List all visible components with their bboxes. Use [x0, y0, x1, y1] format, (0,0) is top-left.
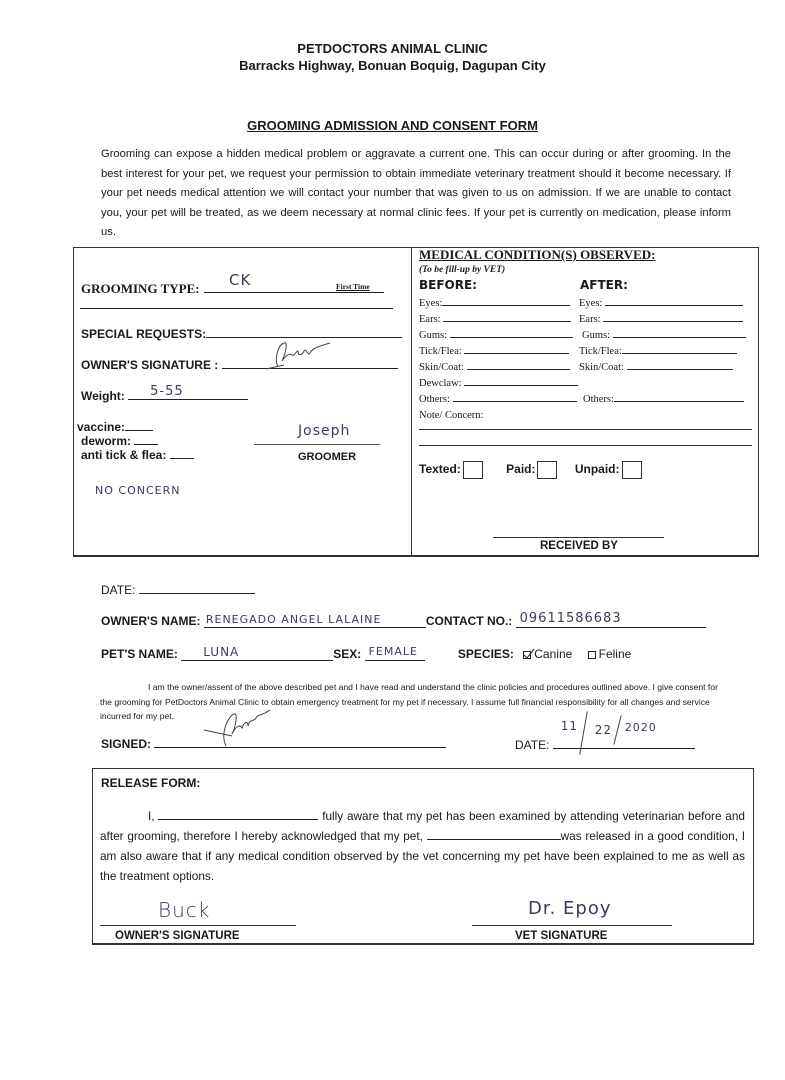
weight-row — [81, 384, 248, 403]
weight-value: 5-55 — [150, 384, 184, 399]
after-others-field[interactable] — [614, 394, 744, 402]
first-time-label: First Time — [336, 282, 370, 291]
release-paragraph: I, fully aware that my pet has been examined by attending veterinarian before and after grooming, therefore I hereby acknowledged that my pet, was released in a good condition, I am also aware that if any medical condition observed by the vet concerning my pet have been explained to me as well as the treatment options. — [100, 809, 745, 883]
after-skincoat-field[interactable] — [627, 362, 733, 370]
after-tickflea-field[interactable] — [622, 346, 737, 354]
vaccine-field[interactable] — [125, 423, 153, 431]
consent-paragraph: I am the owner/assent of the above described pet and I have read and understand the clinic policies and procedures outlined above. I give consent for the grooming for PetDoctors Animal Clinic to obtain emergency treatment for my pet if necessary. I assume full financial responsibility for all changes and service incurred for my pet. — [100, 682, 718, 721]
received-by-field[interactable] — [493, 537, 664, 538]
sex-label: SEX: — [333, 647, 362, 661]
before-skincoat-field[interactable] — [467, 362, 570, 370]
release-owner-signature-field[interactable] — [100, 896, 296, 926]
after-ears-field[interactable] — [603, 314, 743, 322]
weight-label: Weight: — [81, 389, 125, 403]
consent-date-label: DATE: — [515, 738, 550, 752]
anti-tick-field[interactable] — [170, 451, 194, 459]
release-owner-signature-value: Buck — [158, 898, 211, 922]
after-ears-label: Ears: — [579, 314, 601, 325]
paid-checkbox[interactable] — [537, 461, 557, 479]
sex-field[interactable] — [365, 647, 425, 661]
grooming-type-label: GROOMING TYPE: — [81, 281, 200, 296]
paid-label: Paid: — [506, 462, 536, 477]
after-gums-label: Gums: — [582, 330, 611, 341]
signed-label: SIGNED: — [101, 737, 152, 751]
date-label: DATE: — [101, 583, 136, 597]
vaccination-status — [77, 420, 194, 462]
release-form-title: RELEASE FORM: — [101, 776, 201, 790]
admission-box-divider — [411, 247, 412, 557]
deworm-field[interactable] — [134, 437, 158, 445]
contact-label: CONTACT NO.: — [425, 614, 513, 628]
vet-signature-value: Dr. Epoy — [528, 898, 612, 919]
before-eyes-label: Eyes: — [419, 298, 443, 309]
before-ears-label: Ears: — [419, 314, 441, 325]
special-requests-row — [81, 327, 402, 341]
grooming-note: NO CONCERN — [95, 484, 181, 497]
after-others-label: Others: — [583, 394, 614, 405]
after-fields — [579, 296, 746, 408]
release-owner-name-field[interactable] — [158, 810, 318, 820]
signed-row — [101, 737, 446, 751]
species-option-feline[interactable]: Feline — [588, 647, 632, 661]
date-field[interactable] — [139, 584, 255, 594]
unpaid-label: Unpaid: — [574, 462, 620, 477]
after-eyes-label: Eyes: — [579, 298, 603, 309]
after-gums-field[interactable] — [613, 330, 746, 338]
before-label: BEFORE: — [419, 278, 477, 292]
vet-signature-field[interactable] — [472, 896, 672, 926]
before-tickflea-label: Tick/Flea: — [419, 346, 462, 357]
anti-tick-label: anti tick & flea: — [81, 448, 167, 462]
special-requests-field[interactable] — [206, 328, 402, 338]
release-owner-signature-label: OWNER'S SIGNATURE — [115, 930, 240, 942]
pet-name-label: PET'S NAME: — [101, 647, 178, 661]
pet-name-field[interactable] — [181, 647, 333, 661]
before-dewclaw-label: Dewclaw: — [419, 378, 462, 389]
vaccine-label: vaccine: — [77, 420, 126, 434]
groomer-field[interactable] — [254, 423, 380, 445]
pet-info-row — [101, 647, 631, 661]
vet-signature-label: VET SIGNATURE — [515, 930, 608, 942]
after-eyes-field[interactable] — [605, 298, 743, 306]
before-eyes-field[interactable] — [442, 298, 570, 306]
groomer-name: Joseph — [298, 423, 351, 439]
date-month: 11 — [560, 719, 579, 733]
before-others-label: Others: — [419, 394, 450, 405]
contact-value: 09611586683 — [519, 611, 622, 626]
note-line-1[interactable] — [419, 429, 752, 430]
grooming-type-value: CK — [229, 271, 252, 289]
owner-name-row — [101, 611, 706, 628]
before-gums-label: Gums: — [419, 330, 448, 341]
owner-signature-scribble — [264, 339, 334, 371]
pet-name-value: LUNA — [203, 645, 240, 659]
species-option-canine[interactable]: Canine — [523, 647, 572, 661]
note-concern-label: Note/ Concern: — [419, 410, 484, 421]
medical-condition-title: MEDICAL CONDITION(S) OBSERVED: — [419, 247, 656, 262]
form-title: GROOMING ADMISSION AND CONSENT FORM — [247, 118, 538, 133]
special-requests-label: SPECIAL REQUESTS: — [81, 327, 207, 341]
before-others-field[interactable] — [453, 394, 577, 402]
owner-signature-field[interactable] — [222, 359, 398, 369]
texted-checkbox[interactable] — [463, 461, 483, 479]
groomer-label: GROOMER — [298, 451, 357, 463]
sex-value: FEMALE — [368, 645, 418, 658]
contact-field[interactable] — [516, 611, 706, 628]
after-tickflea-label: Tick/Flea: — [579, 346, 622, 357]
texted-label: Texted: — [419, 462, 461, 477]
status-checkboxes — [419, 461, 642, 479]
owner-signature-row — [81, 358, 398, 372]
canine-checkbox[interactable] — [523, 651, 531, 659]
before-gums-field[interactable] — [450, 330, 573, 338]
intro-paragraph: Grooming can expose a hidden medical problem or aggravate a current one. This can occur during or after grooming. In the best interest for your pet, we request your permission to obtain immediate veterinary treatment should it become necessary. If your pet needs medical attention we will contact your number that was given to us on admission. If we are unable to contact you, your pet will be treated, as we deem necessary at normal clinic fees. If your pet is currently on medication, please inform us. — [101, 148, 731, 239]
grooming-type-row — [81, 271, 384, 298]
before-dewclaw-field[interactable] — [464, 378, 578, 386]
consent-signature-scribble — [202, 708, 272, 748]
species-label: SPECIES: — [457, 647, 514, 661]
owner-signature-label: OWNER'S SIGNATURE : — [81, 358, 219, 372]
date-day: 22 — [594, 723, 613, 737]
deworm-label: deworm: — [81, 434, 132, 448]
grooming-type-extra-line — [80, 308, 393, 309]
weight-field[interactable] — [128, 384, 248, 400]
note-line-2[interactable] — [419, 445, 752, 446]
owner-name-value: RENEGADO ANGEL LALAINE — [205, 613, 382, 626]
before-skincoat-label: Skin/Coat: — [419, 362, 464, 373]
consent-date-field[interactable] — [553, 719, 695, 749]
clinic-name: PETDOCTORS ANIMAL CLINIC — [297, 41, 488, 56]
after-skincoat-label: Skin/Coat: — [579, 362, 624, 373]
unpaid-checkbox[interactable] — [622, 461, 642, 479]
owner-name-label: OWNER'S NAME: — [101, 614, 201, 628]
before-tickflea-field[interactable] — [464, 346, 569, 354]
date-row — [101, 583, 255, 597]
signed-field[interactable] — [154, 738, 446, 748]
medical-condition-subtitle: (To be fill-up by VET) — [419, 265, 506, 275]
after-label: AFTER: — [580, 278, 628, 292]
owner-name-field[interactable] — [204, 614, 426, 628]
release-pet-name-field[interactable] — [427, 830, 561, 840]
received-by-label: RECEIVED BY — [540, 540, 618, 552]
date-year: 2020 — [624, 721, 657, 734]
grooming-type-field[interactable] — [204, 271, 384, 293]
consent-date-row — [515, 719, 695, 752]
before-fields — [419, 296, 578, 424]
feline-checkbox[interactable] — [588, 651, 596, 659]
before-ears-field[interactable] — [443, 314, 571, 322]
clinic-address: Barracks Highway, Bonuan Boquig, Dagupan City — [239, 58, 546, 73]
